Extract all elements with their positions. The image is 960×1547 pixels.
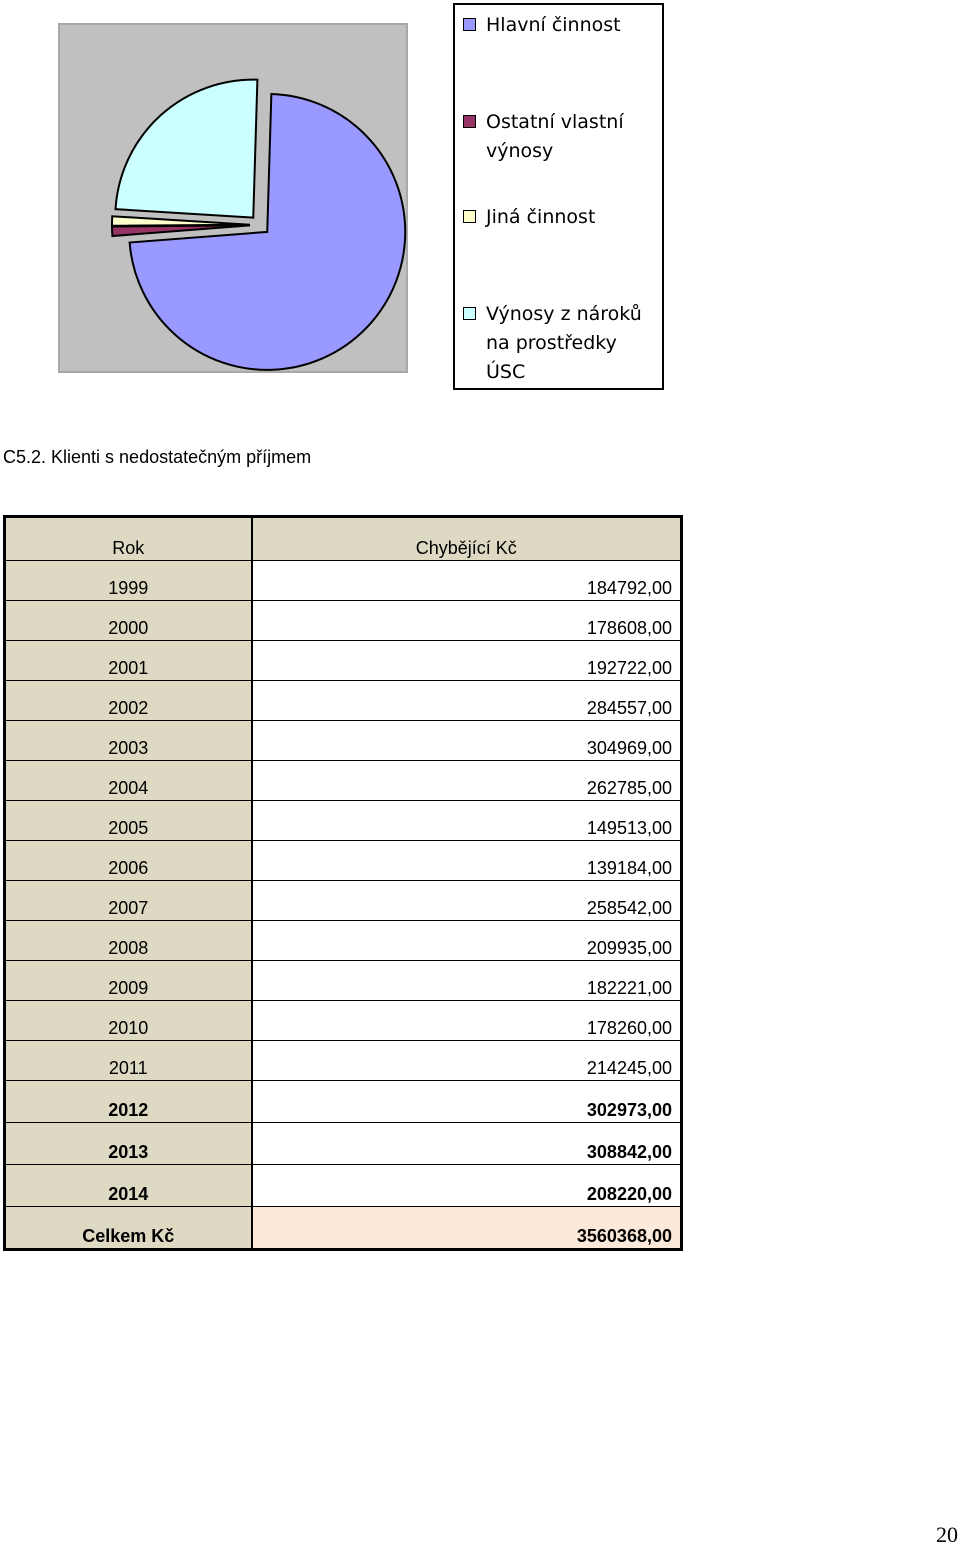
table-row	[5, 1123, 682, 1165]
year-cell: 2004	[5, 761, 252, 801]
legend-label-jina: Jiná činnost	[486, 206, 596, 228]
amount-cell: 192722,00	[252, 641, 682, 681]
pie-chart-svg	[60, 25, 410, 375]
table-row	[5, 721, 682, 761]
table-header-row	[5, 517, 682, 561]
year-cell: 2014	[5, 1165, 252, 1207]
legend-entry-ostatni	[463, 108, 659, 166]
year-cell: 2012	[5, 1081, 252, 1123]
table-row	[5, 641, 682, 681]
year-cell: 2003	[5, 721, 252, 761]
year-cell: 2007	[5, 881, 252, 921]
table-row	[5, 761, 682, 801]
table-row	[5, 881, 682, 921]
legend-entry-jina	[463, 203, 659, 232]
table-row	[5, 801, 682, 841]
year-cell: 2000	[5, 601, 252, 641]
table-row	[5, 961, 682, 1001]
pie-slice-vynosy	[116, 80, 258, 218]
amount-cell: 209935,00	[252, 921, 682, 961]
year-cell: 2005	[5, 801, 252, 841]
amount-cell: 214245,00	[252, 1041, 682, 1081]
total-amount-cell: 3560368,00	[252, 1207, 682, 1250]
table-row	[5, 601, 682, 641]
pie-chart	[58, 23, 408, 373]
year-cell: 2006	[5, 841, 252, 881]
amount-cell: 184792,00	[252, 561, 682, 601]
legend-entry-hlavni	[463, 11, 659, 40]
legend-swatch-jina	[463, 210, 476, 223]
amount-cell: 284557,00	[252, 681, 682, 721]
year-cell: 2008	[5, 921, 252, 961]
amount-cell: 208220,00	[252, 1165, 682, 1207]
amount-cell: 302973,00	[252, 1081, 682, 1123]
section-heading: C5.2. Klienti s nedostatečným příjmem	[3, 447, 312, 467]
year-cell: 2002	[5, 681, 252, 721]
year-cell: 2011	[5, 1041, 252, 1081]
amount-cell: 178260,00	[252, 1001, 682, 1041]
amount-cell: 304969,00	[252, 721, 682, 761]
amount-cell: 149513,00	[252, 801, 682, 841]
table-total-row	[5, 1207, 682, 1250]
table-row	[5, 1001, 682, 1041]
legend-swatch-vynosy	[463, 307, 476, 320]
legend-swatch-ostatni	[463, 115, 476, 128]
amount-cell: 139184,00	[252, 841, 682, 881]
year-cell: 1999	[5, 561, 252, 601]
amount-cell: 178608,00	[252, 601, 682, 641]
table-row	[5, 1041, 682, 1081]
year-cell: 2009	[5, 961, 252, 1001]
chart-legend	[453, 3, 664, 390]
amount-cell: 258542,00	[252, 881, 682, 921]
legend-label-ostatni: Ostatní vlastní výnosy	[486, 111, 624, 162]
table-row	[5, 1081, 682, 1123]
legend-entry-vynosy	[463, 300, 659, 387]
legend-label-hlavni: Hlavní činnost	[486, 14, 621, 36]
amount-cell: 262785,00	[252, 761, 682, 801]
legend-swatch-hlavni	[463, 18, 476, 31]
amount-cell: 308842,00	[252, 1123, 682, 1165]
table-row	[5, 681, 682, 721]
amount-cell: 182221,00	[252, 961, 682, 1001]
page-number: 20	[936, 1522, 958, 1547]
table-row	[5, 841, 682, 881]
legend-label-vynosy: Výnosy z nároků na prostředky ÚSC	[486, 303, 642, 383]
table-row	[5, 921, 682, 961]
column-header-amount: Chybějící Kč	[252, 517, 682, 561]
year-cell: 2013	[5, 1123, 252, 1165]
pie-slice-jina	[112, 216, 250, 226]
clients-table	[3, 515, 683, 1251]
year-cell: 2001	[5, 641, 252, 681]
column-header-year: Rok	[5, 517, 252, 561]
table-row	[5, 1165, 682, 1207]
table-row	[5, 561, 682, 601]
year-cell: 2010	[5, 1001, 252, 1041]
total-label-cell: Celkem Kč	[5, 1207, 252, 1250]
